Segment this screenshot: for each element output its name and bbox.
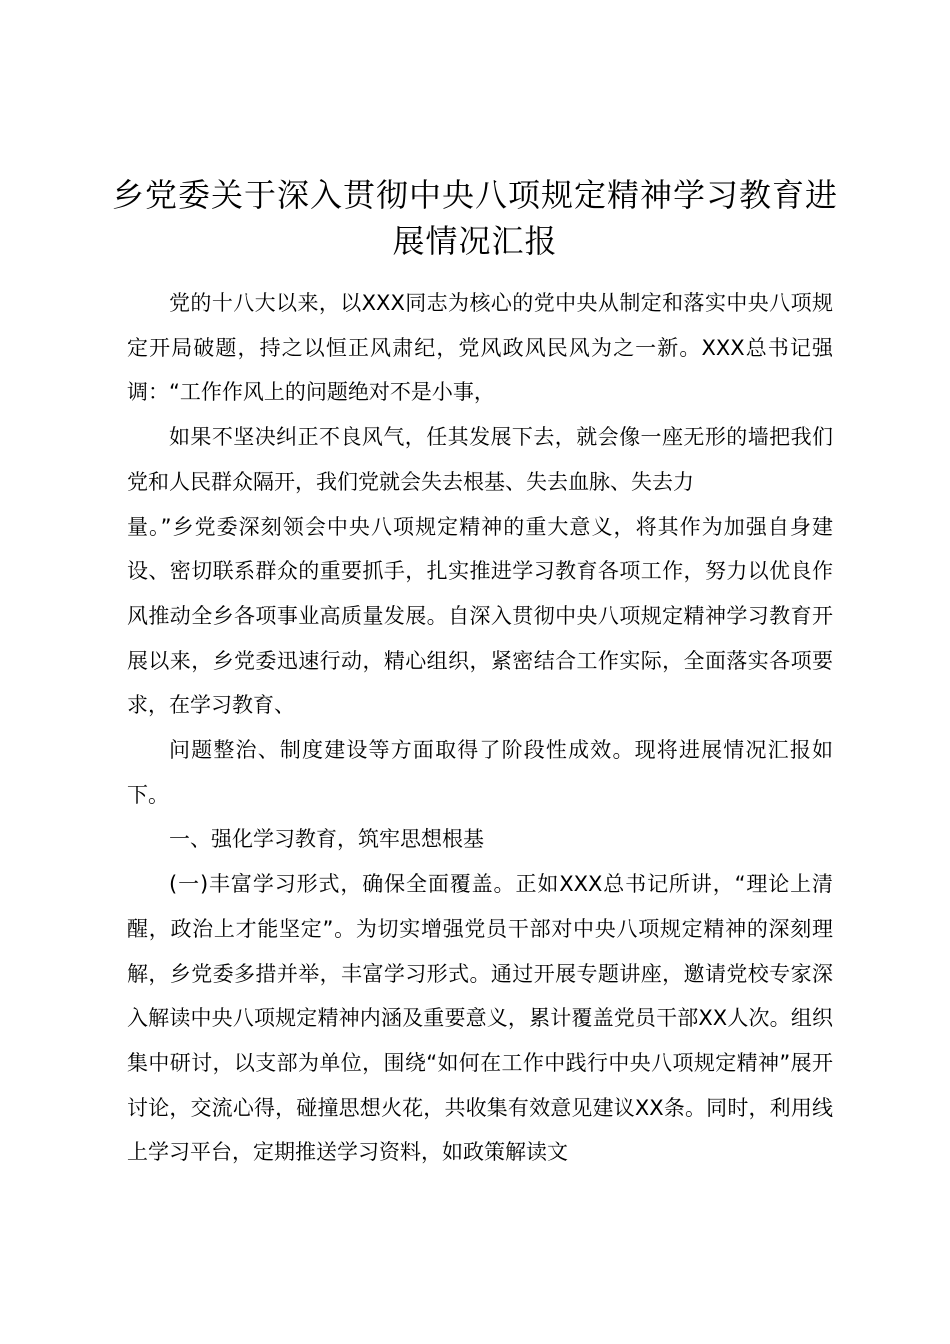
section-heading-1: 一、强化学习教育，筑牢思想根基 xyxy=(169,827,484,852)
paragraph-intro: 党的十八大以来，以XXX同志为核心的党中央从制定和落实中央八项规定开局破题，持之以恒正风肃纪，党风政风民风为之一新。XXX总书记强调：“工作作风上的问题绝对不是小事， xyxy=(127,291,833,405)
paragraph-section-1-1: (一)丰富学习形式，确保全面覆盖。正如XXX总书记所讲，“理论上清醒，政治上才能坚定”。为切实增强党员干部对中央八项规定精神的深刻理解，乡党委多措并举，丰富学习形式。通过开展专题讲座，邀请党校专家深入解读中央八项规定精神内涵及重要意义，累计覆盖党员干部XX人次。组织集中研讨，以支部为单位，围绕“如何在工作中践行中央八项规定精神”展开讨论，交流心得，碰撞思想火花，共收集有效意见建议XX条。同时，利用线上学习平台，定期推送学习资料，如政策解读文 xyxy=(127,872,833,1165)
paragraph-report-intro: 问题整治、制度建设等方面取得了阶段性成效。现将进展情况汇报如下。 xyxy=(127,738,833,807)
document-body xyxy=(127,281,833,1175)
document-title: 乡党委关于深入贯彻中央八项规定精神学习教育进展情况汇报 xyxy=(111,176,838,260)
paragraph-quote: 如果不坚决纠正不良风气，任其发展下去，就会像一座无形的墙把我们党和人民群众隔开，我们党就会失去根基、失去血脉、失去力 xyxy=(127,425,833,494)
paragraph-significance: 量。”乡党委深刻领会中央八项规定精神的重大意义，将其作为加强自身建设、密切联系群众的重要抓手，扎实推进学习教育各项工作，努力以优良作风推动全乡各项事业高质量发展。自深入贯彻中央八项规定精神学习教育开展以来，乡党委迅速行动，精心组织，紧密结合工作实际，全面落实各项要求，在学习教育、 xyxy=(127,514,833,718)
